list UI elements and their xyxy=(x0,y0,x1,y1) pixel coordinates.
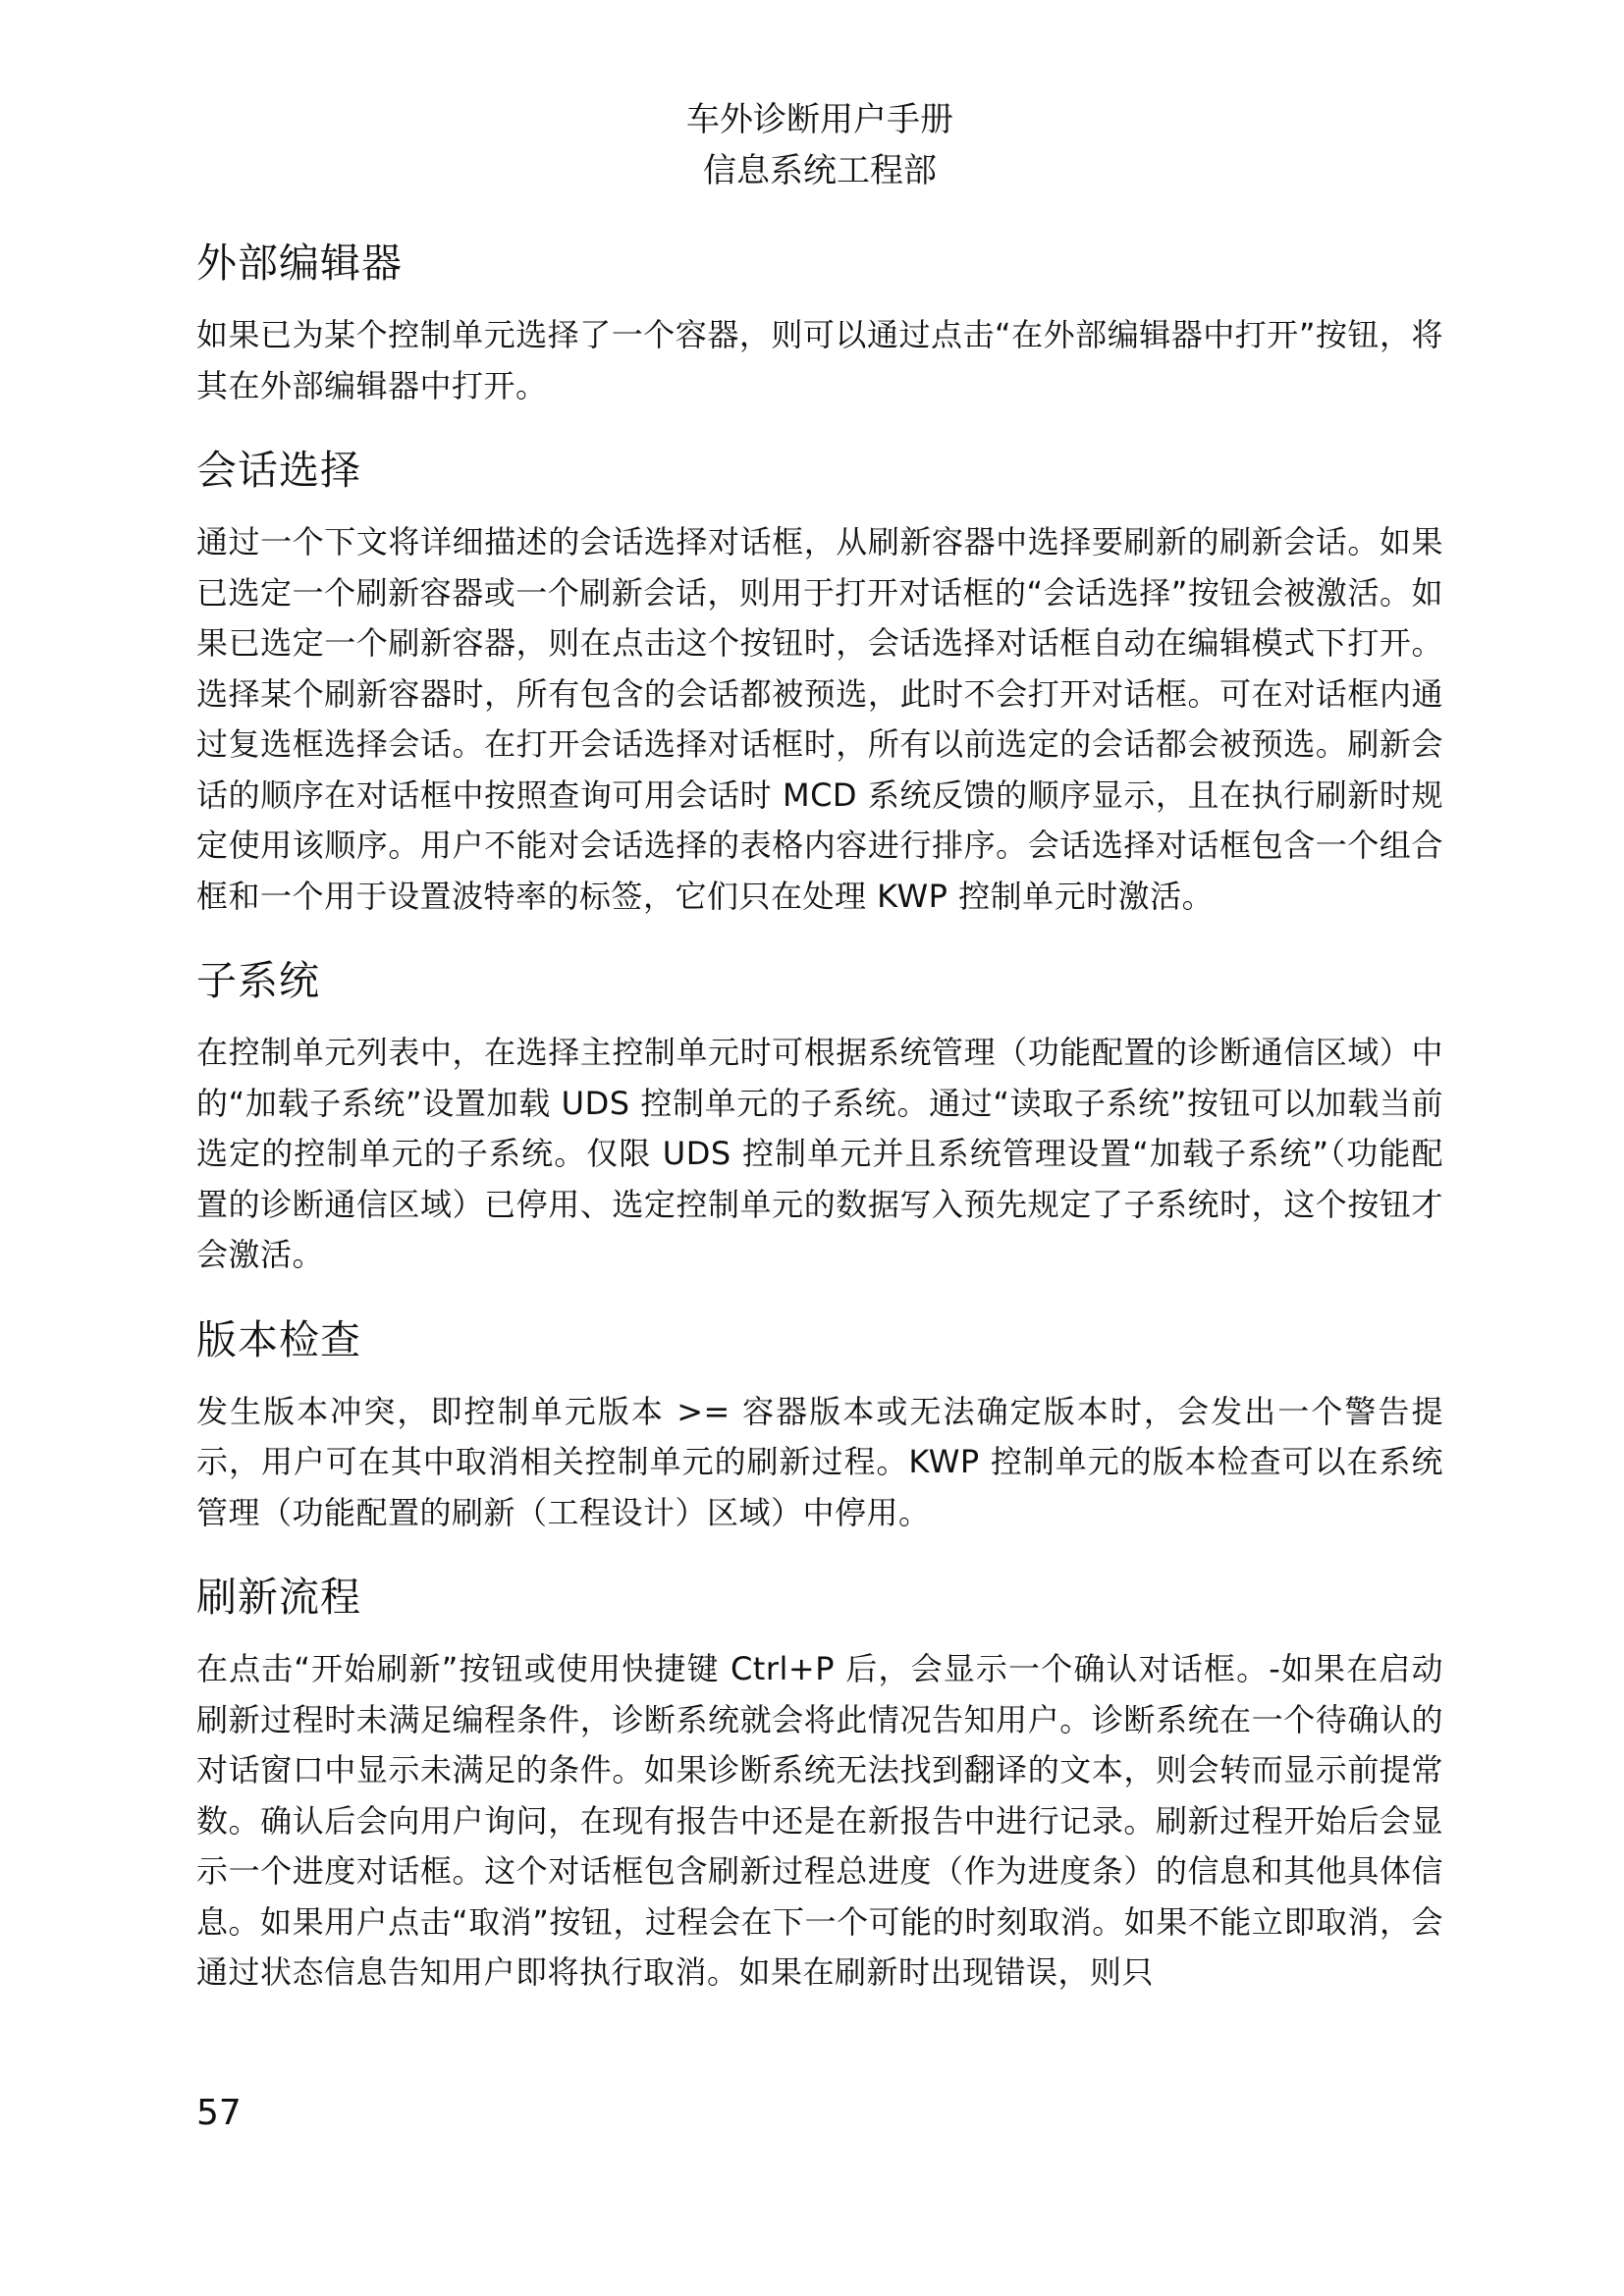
section-body: 发生版本冲突，即控制单元版本 >= 容器版本或无法确定版本时，会发出一个警告提示，用户可在其中取消相关控制单元的刷新过程。KWP 控制单元的版本检查可以在系统管理（功能配置的刷新（工程设计）区域）中停用。 xyxy=(196,1392,1443,1531)
document-page xyxy=(196,94,1443,2273)
section-body: 通过一个下文将详细描述的会话选择对话框，从刷新容器中选择要刷新的刷新会话。如果已选定一个刷新容器或一个刷新会话，则用于打开对话框的“会话选择”按钮会被激活。如果已选定一个刷新容器，则在点击这个按钮时，会话选择对话框自动在编辑模式下打开。选择某个刷新容器时，所有包含的会话都被预选，此时不会打开对话框。可在对话框内通过复选框选择会话。在打开会话选择对话框时，所有以前选定的会话都会被预选。刷新会话的顺序在对话框中按照查询可用会话时 MCD 系统反馈的顺序显示，且在执行刷新时规定使用该顺序。用户不能对会话选择的表格内容进行排序。会话选择对话框包含一个组合框和一个用于设置波特率的标签，它们只在处理 KWP 控制单元时激活。 xyxy=(196,523,1443,915)
section-body: 在点击“开始刷新”按钮或使用快捷键 Ctrl+P 后，会显示一个确认对话框。-如果在启动刷新过程时未满足编程条件，诊断系统就会将此情况告知用户。诊断系统在一个待确认的对话窗口中显示未满足的条件。如果诊断系统无法找到翻译的文本，则会转而显示前提常数。确认后会向用户询问，在现有报告中还是在新报告中进行记录。刷新过程开始后会显示一个进度对话框。这个对话框包含刷新过程总进度（作为进度条）的信息和其他具体信息。如果用户点击“取消”按钮，过程会在下一个可能的时刻取消。如果不能立即取消，会通过状态信息告知用户即将执行取消。如果在刷新时出现错误，则只 xyxy=(196,1650,1443,1991)
page-header xyxy=(196,94,1443,196)
section-title: 外部编辑器 xyxy=(196,240,403,287)
section-subsystem xyxy=(196,951,1443,1281)
section-flash-process xyxy=(196,1568,1443,1999)
section-title: 会话选择 xyxy=(196,447,361,494)
header-department: 信息系统工程部 xyxy=(703,151,937,190)
section-external-editor xyxy=(196,234,1443,411)
section-title: 子系统 xyxy=(196,957,320,1004)
section-version-check xyxy=(196,1310,1443,1539)
header-title: 车外诊断用户手册 xyxy=(686,100,953,139)
section-body: 如果已为某个控制单元选择了一个容器，则可以通过点击“在外部编辑器中打开”按钮，将其在外部编辑器中打开。 xyxy=(196,316,1443,404)
page-number: 57 xyxy=(196,2093,242,2133)
section-body: 在控制单元列表中，在选择主控制单元时可根据系统管理（功能配置的诊断通信区域）中的“加载子系统”设置加载 UDS 控制单元的子系统。通过“读取子系统”按钮可以加载当前选定的控制单元的子系统。仅限 UDS 控制单元并且系统管理设置“加载子系统”（功能配置的诊断通信区域）已停用、选定控制单元的数据写入预先规定了子系统时，这个按钮才会激活。 xyxy=(196,1034,1443,1273)
section-session-selection xyxy=(196,441,1443,922)
section-title: 版本检查 xyxy=(196,1315,361,1363)
section-title: 刷新流程 xyxy=(196,1574,361,1621)
